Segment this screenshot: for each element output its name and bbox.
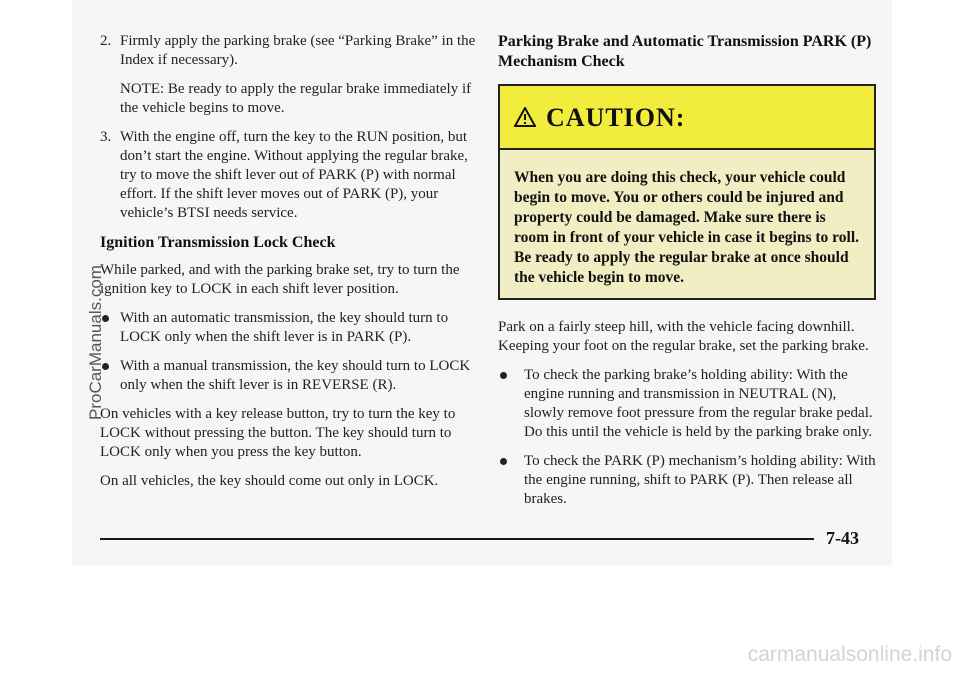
final-paragraph: On all vehicles, the key should come out only in LOCK. [100,473,439,489]
step-3 [100,128,478,223]
side-watermark: ProCarManuals.com [86,265,105,420]
page-number: 7-43 [826,528,859,548]
step-number: 3. [100,129,112,145]
key-release-paragraph: On vehicles with a key release button, try to turn the key to LOCK without pressing the button. The key should turn to LOCK only when you press the key button. [100,406,456,460]
bullet-text: To check the PARK (P) mechanism’s holding ability: With the engine running, shift to PARK (P). Then release all brakes. [524,453,876,507]
intro-paragraph: Park on a fairly steep hill, with the vehicle facing downhill. Keeping your foot on the regular brake, set the parking brake. [498,319,869,354]
list-item [100,357,478,395]
caution-title: CAUTION: [546,102,686,132]
bottom-watermark: carmanualsonline.info [747,643,952,666]
bullet-text: With an automatic transmission, the key should turn to LOCK only when the shift lever is in PARK (P). [120,310,449,345]
bullet-icon [500,458,507,465]
list-item [498,366,878,442]
footer-rule [100,538,814,540]
warning-triangle-icon [514,107,536,127]
ignition-lock-heading: Ignition Transmission Lock Check [100,234,336,251]
right-column [498,32,878,519]
bullet-text: To check the parking brake’s holding ability: With the engine running and transmission in NEUTRAL (N), slowly remove foot pressure from the regular brake pedal. Do this until the vehicle is held by the parking brake only. [524,367,873,440]
step-text: Firmly apply the parking brake (see “Parking Brake” in the Index if necessary). [120,33,476,68]
section-heading: Parking Brake and Automatic Transmission PARK (P) Mechanism Check [498,33,872,70]
caution-box [498,84,876,300]
list-item [100,309,478,347]
ignition-intro: While parked, and with the parking brake set, try to turn the ignition key to LOCK in each shift lever position. [100,262,460,297]
step-text: With the engine off, turn the key to the RUN position, but don’t start the engine. Without applying the regular brake, try to move the shift lever out of PARK (P) with normal effort. If the shift lever moves out of PARK (P), your vehicle’s BTSI needs service. [120,129,468,221]
left-column [100,32,478,501]
list-item [498,452,878,509]
note-text: NOTE: Be ready to apply the regular brake immediately if the vehicle begins to move. [120,81,472,116]
step-2 [100,32,478,70]
bullet-icon [500,372,507,379]
bullet-text: With a manual transmission, the key should turn to LOCK only when the shift lever is in REVERSE (R). [120,358,471,393]
caution-text: When you are doing this check, your vehicle could begin to move. You or others could be injured and property could be damaged. Make sure there is room in front of your vehicle in case it begins to roll. Be ready to apply the regular brake at once should the vehicle begin to move. [500,150,874,298]
step-number: 2. [100,33,112,49]
caution-header [500,86,874,150]
caution-title-row [514,102,686,132]
